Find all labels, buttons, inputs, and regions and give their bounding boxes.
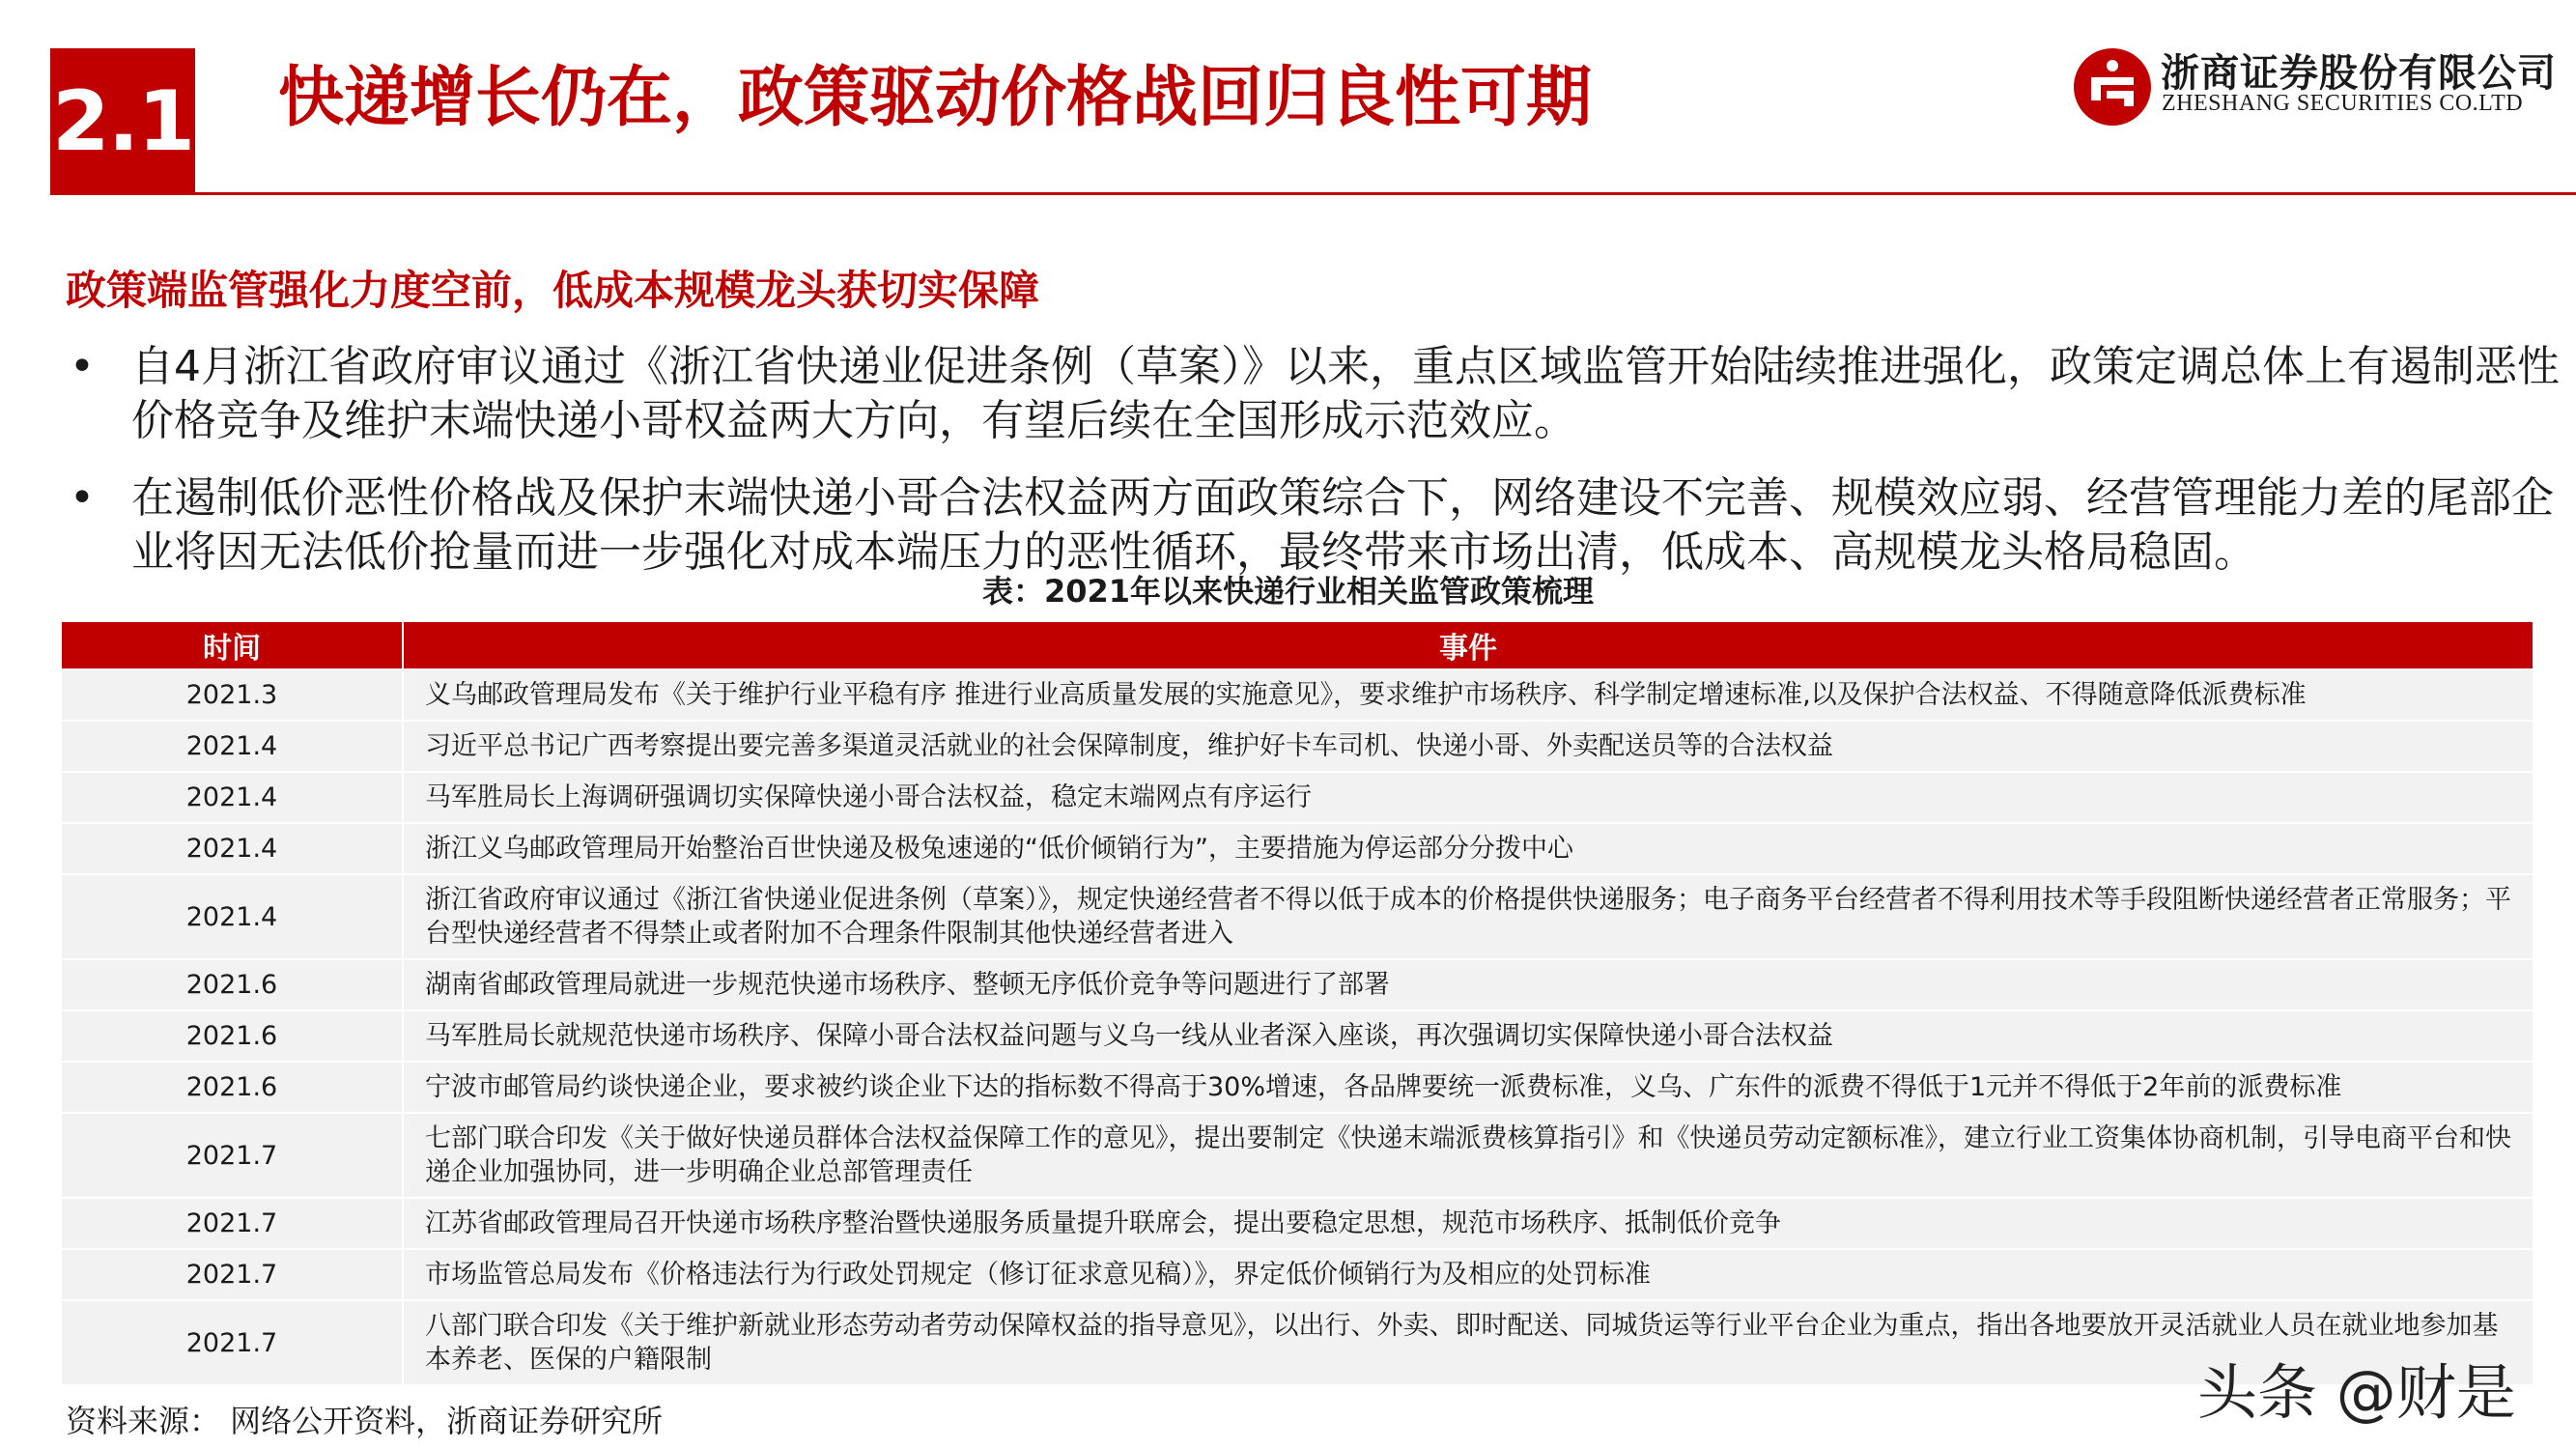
row-time: 2021.3 [61,669,403,721]
table-row [61,959,2534,1010]
row-event: 马军胜局长上海调研强调切实保障快递小哥合法权益，稳定末端网点有序运行 [403,772,2534,823]
bullet-text: 自4月浙江省政府审议通过《浙江省快递业促进条例（草案）》以来，重点区域监管开始陆续推进强化，政策定调总体上有遏制恶性价格竞争及维护末端快递小哥权益两大方向，有望后续在全国形成示范效应。 [131,342,2560,445]
row-event: 宁波市邮管局约谈快递企业，要求被约谈企业下达的指标数不得高于30%增速，各品牌要统一派费标准，义乌、广东件的派费不得低于1元并不得低于2年前的派费标准 [403,1062,2534,1113]
table-row [61,823,2534,874]
row-time: 2021.7 [61,1198,403,1249]
table-header-row [61,621,2534,669]
table-row [61,1010,2534,1062]
row-event: 习近平总书记广西考察提出要完善多渠道灵活就业的社会保障制度，维护好卡车司机、快递小哥、外卖配送员等的合法权益 [403,721,2534,772]
row-time: 2021.6 [61,1062,403,1113]
source-note: 资料来源： 网络公开资料，浙商证券研究所 [66,1403,664,1439]
row-event: 浙江义乌邮政管理局开始整治百世快递及极兔速递的“低价倾销行为”，主要措施为停运部分分拨中心 [403,823,2534,874]
row-event: 湖南省邮政管理局就进一步规范快递市场秩序、整顿无序低价竞争等问题进行了部署 [403,959,2534,1010]
table-row [61,1198,2534,1249]
column-header-time: 时间 [61,621,403,669]
row-event: 江苏省邮政管理局召开快递市场秩序整治暨快递服务质量提升联席会，提出要稳定思想，规范市场秩序、抵制低价竞争 [403,1198,2534,1249]
table-row [61,1249,2534,1300]
table-row [61,1300,2534,1385]
row-time: 2021.4 [61,823,403,874]
company-logo [2072,43,2557,129]
row-time: 2021.6 [61,959,403,1010]
policy-table [60,620,2534,1386]
section-number: 2.1 [51,73,194,170]
table-row [61,1113,2534,1198]
title-divider [195,192,2576,195]
table-caption: 表：2021年以来快递行业相关监管政策梳理 [981,573,1595,610]
logo-company-name-cn: 浙商证券股份有限公司 [2161,51,2557,96]
zheshang-logo-icon [2072,46,2153,128]
row-time: 2021.7 [61,1249,403,1300]
row-time: 2021.7 [61,1113,403,1198]
section-subheading: 政策端监管强化力度空前，低成本规模龙头获切实保障 [66,267,1040,314]
row-event: 马军胜局长就规范快递市场秩序、保障小哥合法权益问题与义乌一线从业者深入座谈，再次强调切实保障快递小哥合法权益 [403,1010,2534,1062]
row-event: 浙江省政府审议通过《浙江省快递业促进条例（草案）》，规定快递经营者不得以低于成本的价格提供快递服务；电子商务平台经营者不得利用技术等手段阻断快递经营者正常服务；平台型快递经营者不得禁止或者附加不合理条件限制其他快递经营者进入 [403,874,2534,959]
slide-title: 快递增长仍在，政策驱动价格战回归良性可期 [278,60,1593,136]
section-number-badge [50,48,195,195]
row-time: 2021.7 [61,1300,403,1385]
column-header-event: 事件 [403,621,2534,669]
row-event: 市场监管总局发布《价格违法行为行政处罚规定（修订征求意见稿）》，界定低价倾销行为及相应的处罚标准 [403,1249,2534,1300]
table-row [61,772,2534,823]
table-row [61,721,2534,772]
row-time: 2021.4 [61,721,403,772]
bullet-text: 在遏制低价恶性价格战及保护末端快递小哥合法权益两方面政策综合下，网络建设不完善、规模效应弱、经营管理能力差的尾部企业将因无法低价抢量而进一步强化对成本端压力的恶性循环，最终带来市场出清，低成本、高规模龙头格局稳固。 [131,473,2554,577]
row-event: 八部门联合印发《关于维护新就业形态劳动者劳动保障权益的指导意见》，以出行、外卖、即时配送、同城货运等行业平台企业为重点，指出各地要放开灵活就业人员在就业地参加基本养老、医保的户籍限制 [403,1300,2534,1385]
watermark: 头条 @财是 [2197,1357,2516,1428]
row-event: 七部门联合印发《关于做好快递员群体合法权益保障工作的意见》，提出要制定《快递末端派费核算指引》和《快递员劳动定额标准》，建立行业工资集体协商机制，引导电商平台和快递企业加强协同，进一步明确企业总部管理责任 [403,1113,2534,1198]
table-row [61,874,2534,959]
table-row [61,669,2534,721]
row-time: 2021.6 [61,1010,403,1062]
table-row [61,1062,2534,1113]
logo-company-name-en: ZHESHANG SECURITIES CO.LTD [2162,91,2524,116]
row-time: 2021.4 [61,772,403,823]
row-event: 义乌邮政管理局发布《关于维护行业平稳有序 推进行业高质量发展的实施意见》，要求维护市场秩序、科学制定增速标准,以及保护合法权益、不得随意降低派费标准 [403,669,2534,721]
row-time: 2021.4 [61,874,403,959]
bullet-marker: • [70,473,95,523]
bullet-marker: • [70,342,95,391]
